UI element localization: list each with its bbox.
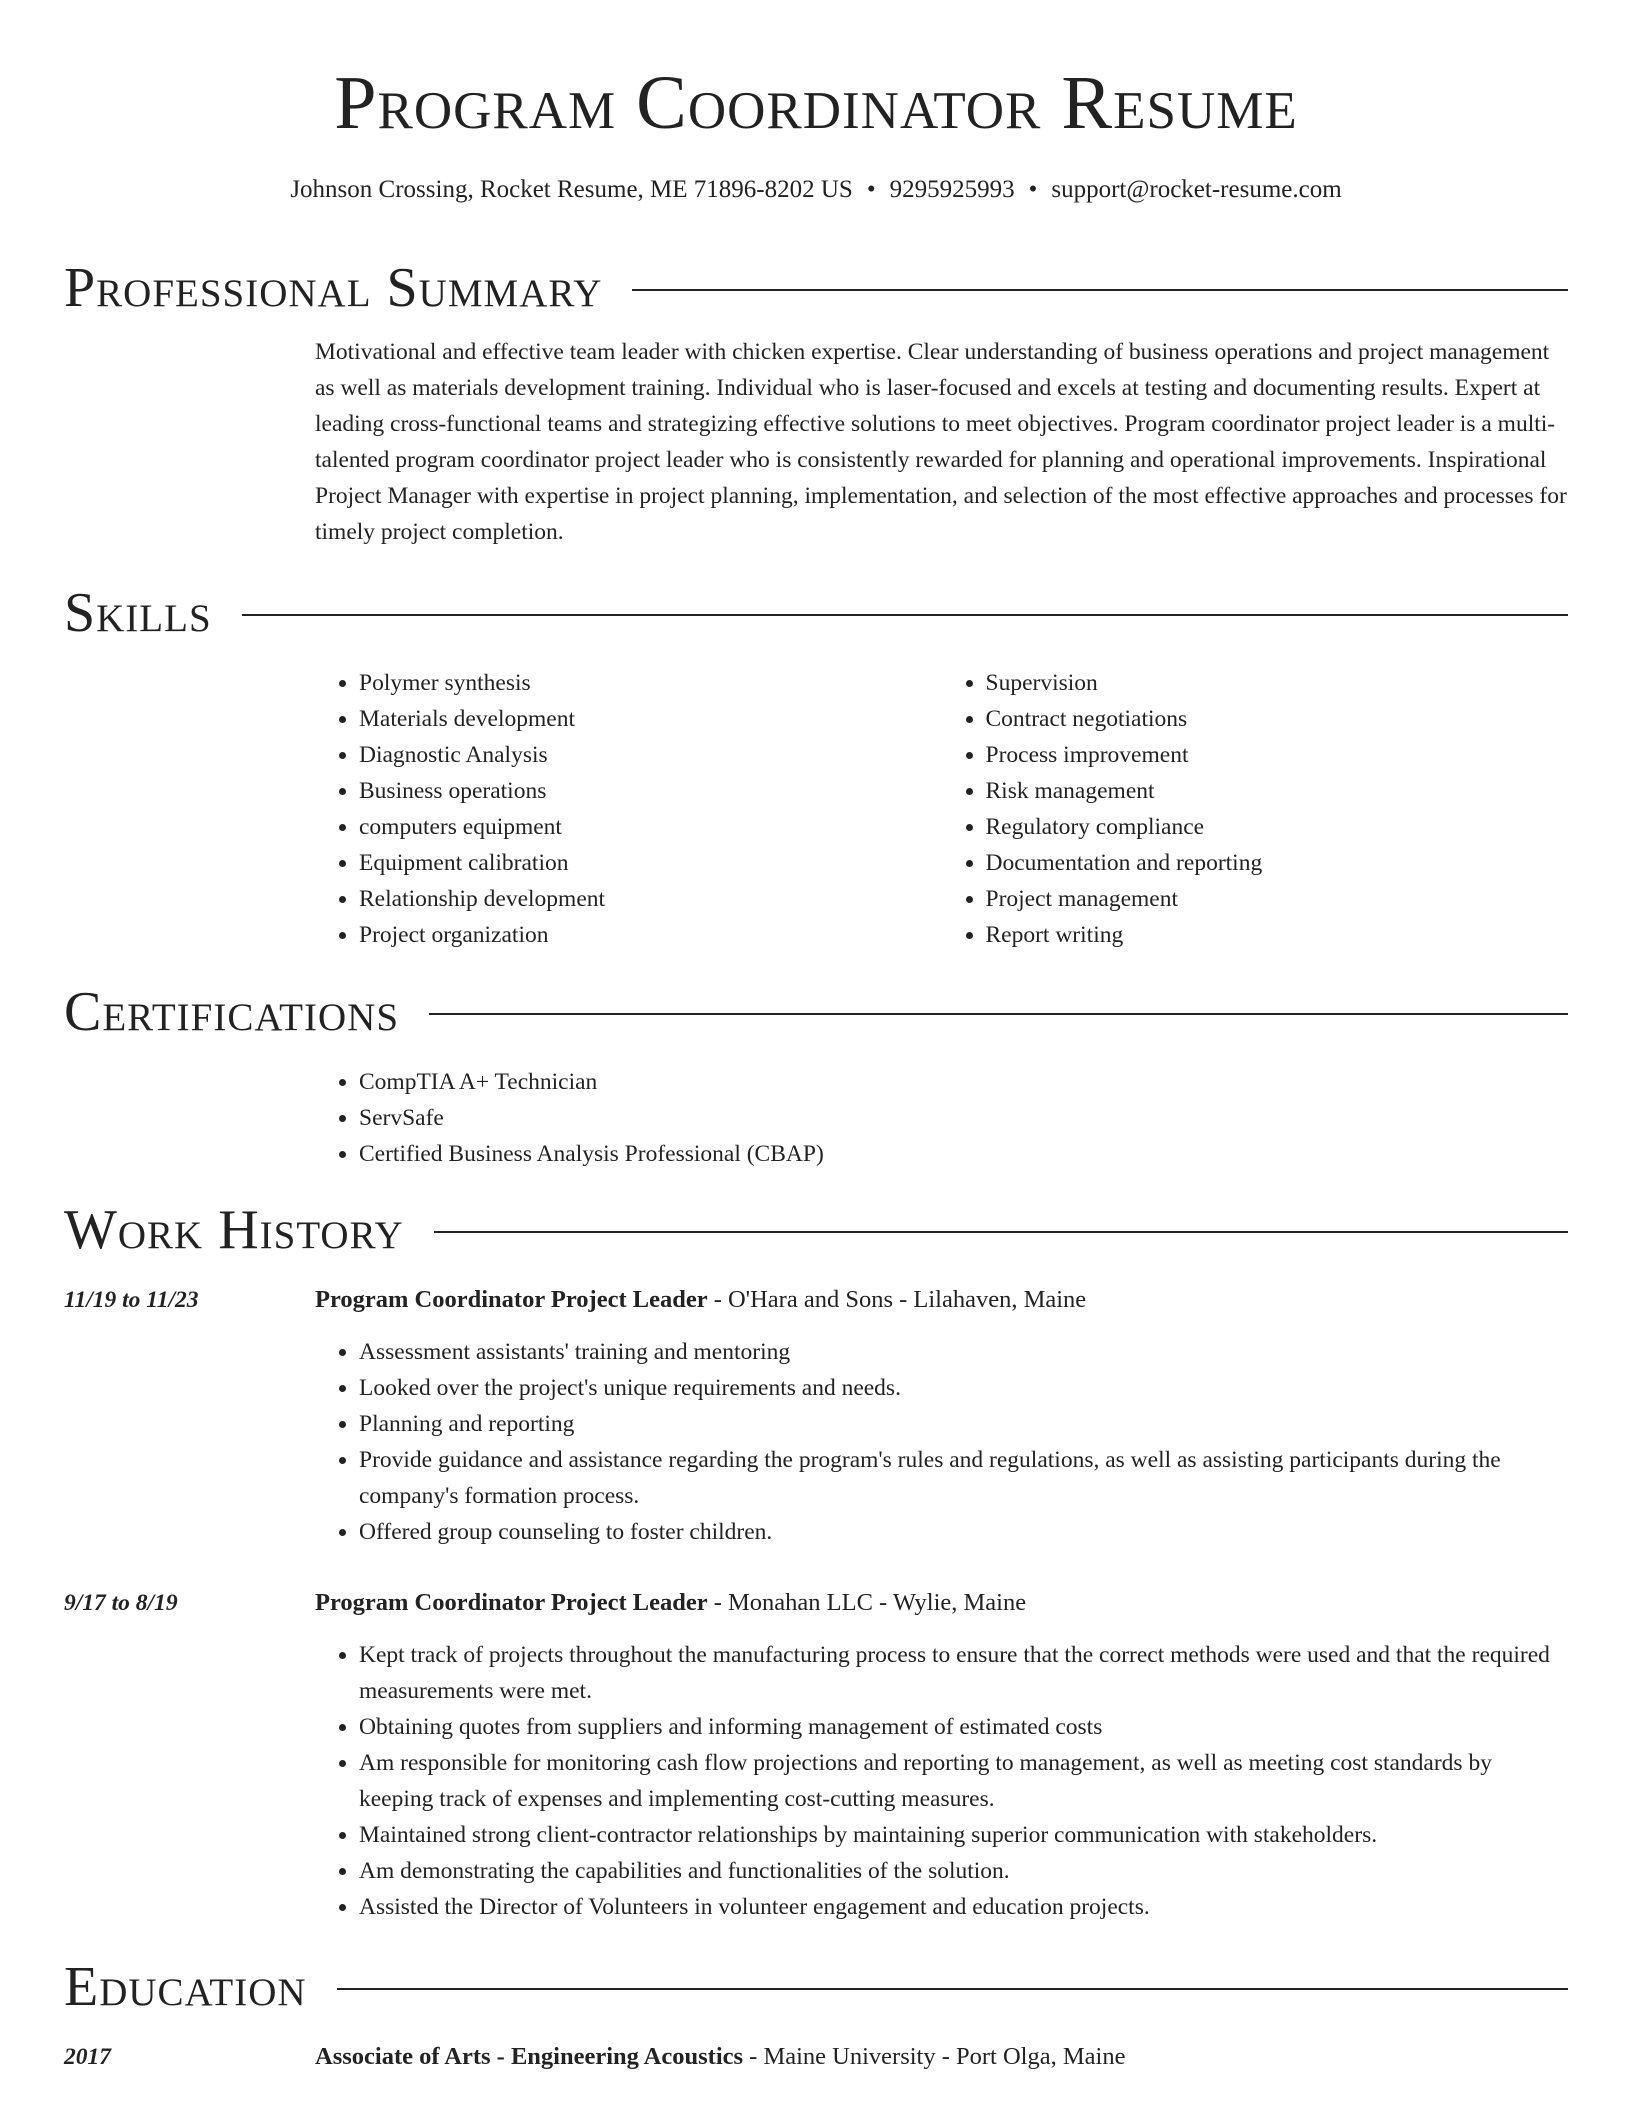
job-bullet: • Assisted the Director of Volunteers in volunteer engagement and education projects. [359, 1889, 1568, 1925]
skill-item: • Project management [986, 881, 1569, 917]
contact-separator: • [1028, 176, 1038, 203]
section-header [64, 256, 1568, 320]
skill-item: • Project organization [359, 917, 942, 953]
contact-separator: • [866, 176, 876, 203]
job-bullets [315, 1334, 1568, 1550]
contact-address: Johnson Crossing, Rocket Resume, ME 71896-8202 US [290, 176, 853, 203]
resume-title: Program Coordinator Resume [334, 61, 1298, 145]
education-heading-line [315, 2039, 1568, 2075]
skill-item: • computers equipment [359, 809, 942, 845]
summary-heading: Professional Summary [64, 257, 603, 319]
skills-heading: Skills [64, 582, 212, 644]
education-entry [64, 2039, 1568, 2075]
education-school: - Maine University - Port Olga, Maine [743, 2043, 1126, 2070]
certifications-list [315, 1064, 1568, 1172]
job-entry [64, 1282, 1568, 1550]
job-bullet: • Maintained strong client-contractor relationships by maintaining superior communication with stakeholders. [359, 1817, 1568, 1853]
job-bullet: • Obtaining quotes from suppliers and informing management of estimated costs [359, 1709, 1568, 1745]
section-header [64, 980, 1568, 1044]
certifications-content [315, 1064, 1568, 1172]
section-header [64, 1198, 1568, 1262]
contact-phone: 9295925993 [889, 176, 1015, 203]
job-bullet: • Kept track of projects throughout the manufacturing process to ensure that the correct methods were used and that the required measurements were met. [359, 1637, 1568, 1709]
certification-item: • CompTIA A+ Technician [359, 1064, 1568, 1100]
job-employer: - O'Hara and Sons - Lilahaven, Maine [707, 1286, 1087, 1313]
skill-item: • Regulatory compliance [986, 809, 1569, 845]
skill-item: • Diagnostic Analysis [359, 737, 942, 773]
skills-section [64, 581, 1568, 953]
work-history-section [64, 1198, 1568, 1925]
section-divider [337, 1988, 1568, 1990]
education-degree: Associate of Arts - Engineering Acoustics [315, 2043, 744, 2070]
certification-item: • Certified Business Analysis Professional (CBAP) [359, 1136, 1568, 1172]
skills-columns [315, 665, 1568, 953]
job-bullet: • Am demonstrating the capabilities and functionalities of the solution. [359, 1853, 1568, 1889]
skill-item: • Business operations [359, 773, 942, 809]
skill-item: • Equipment calibration [359, 845, 942, 881]
skills-list-left [315, 665, 942, 953]
contact-email: support@rocket-resume.com [1051, 176, 1342, 203]
job-entry [64, 1585, 1568, 1925]
job-heading [315, 1585, 1568, 1621]
skill-item: • Documentation and reporting [986, 845, 1569, 881]
contact-line [64, 174, 1568, 206]
skills-list-right [942, 665, 1569, 953]
certifications-heading: Certifications [64, 981, 400, 1043]
section-header [64, 1955, 1568, 2019]
section-divider [434, 1231, 1568, 1233]
job-employer: - Monahan LLC - Wylie, Maine [707, 1589, 1027, 1616]
section-header [64, 581, 1568, 645]
job-bullets [315, 1637, 1568, 1925]
education-year: 2017 [64, 2044, 111, 2070]
job-dates: 9/17 to 8/19 [64, 1590, 178, 1616]
skill-item: • Materials development [359, 701, 942, 737]
skill-item: • Contract negotiations [986, 701, 1569, 737]
section-divider [242, 614, 1568, 616]
summary-text: Motivational and effective team leader with chicken expertise. Clear understanding of business operations and project management as well as materials development training. Individual who is laser-focused and excels at testing and documenting results. Expert at leading cross-functional teams and strategizing effective solutions to meet objectives. Program coordinator project leader is a multi-talented program coordinator project leader who is consistently rewarded for planning and operational improvements. Inspirational Project Manager with expertise in project planning, implementation, and selection of the most effective approaches and processes for timely project completion. [315, 339, 1567, 545]
certification-item: • ServSafe [359, 1100, 1568, 1136]
certifications-section [64, 980, 1568, 1172]
skill-item: • Relationship development [359, 881, 942, 917]
job-dates: 11/19 to 11/23 [64, 1287, 199, 1313]
job-bullet: • Looked over the project's unique requirements and needs. [359, 1370, 1568, 1406]
job-bullet: • Planning and reporting [359, 1406, 1568, 1442]
job-bullet: • Assessment assistants' training and mentoring [359, 1334, 1568, 1370]
job-title: Program Coordinator Project Leader [315, 1589, 708, 1616]
job-bullet: • Am responsible for monitoring cash flow projections and reporting to management, as well as meeting cost standards by keeping track of expenses and implementing cost-cutting measures. [359, 1745, 1568, 1817]
education-section [64, 1955, 1568, 2075]
skill-item: • Supervision [986, 665, 1569, 701]
education-heading: Education [64, 1956, 307, 2018]
job-bullet: • Provide guidance and assistance regarding the program's rules and regulations, as well as assisting participants during the company's formation process. [359, 1442, 1568, 1514]
summary-section [64, 256, 1568, 550]
skill-item: • Risk management [986, 773, 1569, 809]
job-bullet: • Offered group counseling to foster children. [359, 1514, 1568, 1550]
work-history-heading: Work History [64, 1199, 404, 1261]
section-divider [429, 1013, 1568, 1015]
job-title: Program Coordinator Project Leader [315, 1286, 708, 1313]
skill-item: • Report writing [986, 917, 1569, 953]
skill-item: • Polymer synthesis [359, 665, 942, 701]
job-heading [315, 1282, 1568, 1318]
section-divider [632, 289, 1568, 291]
skill-item: • Process improvement [986, 737, 1569, 773]
